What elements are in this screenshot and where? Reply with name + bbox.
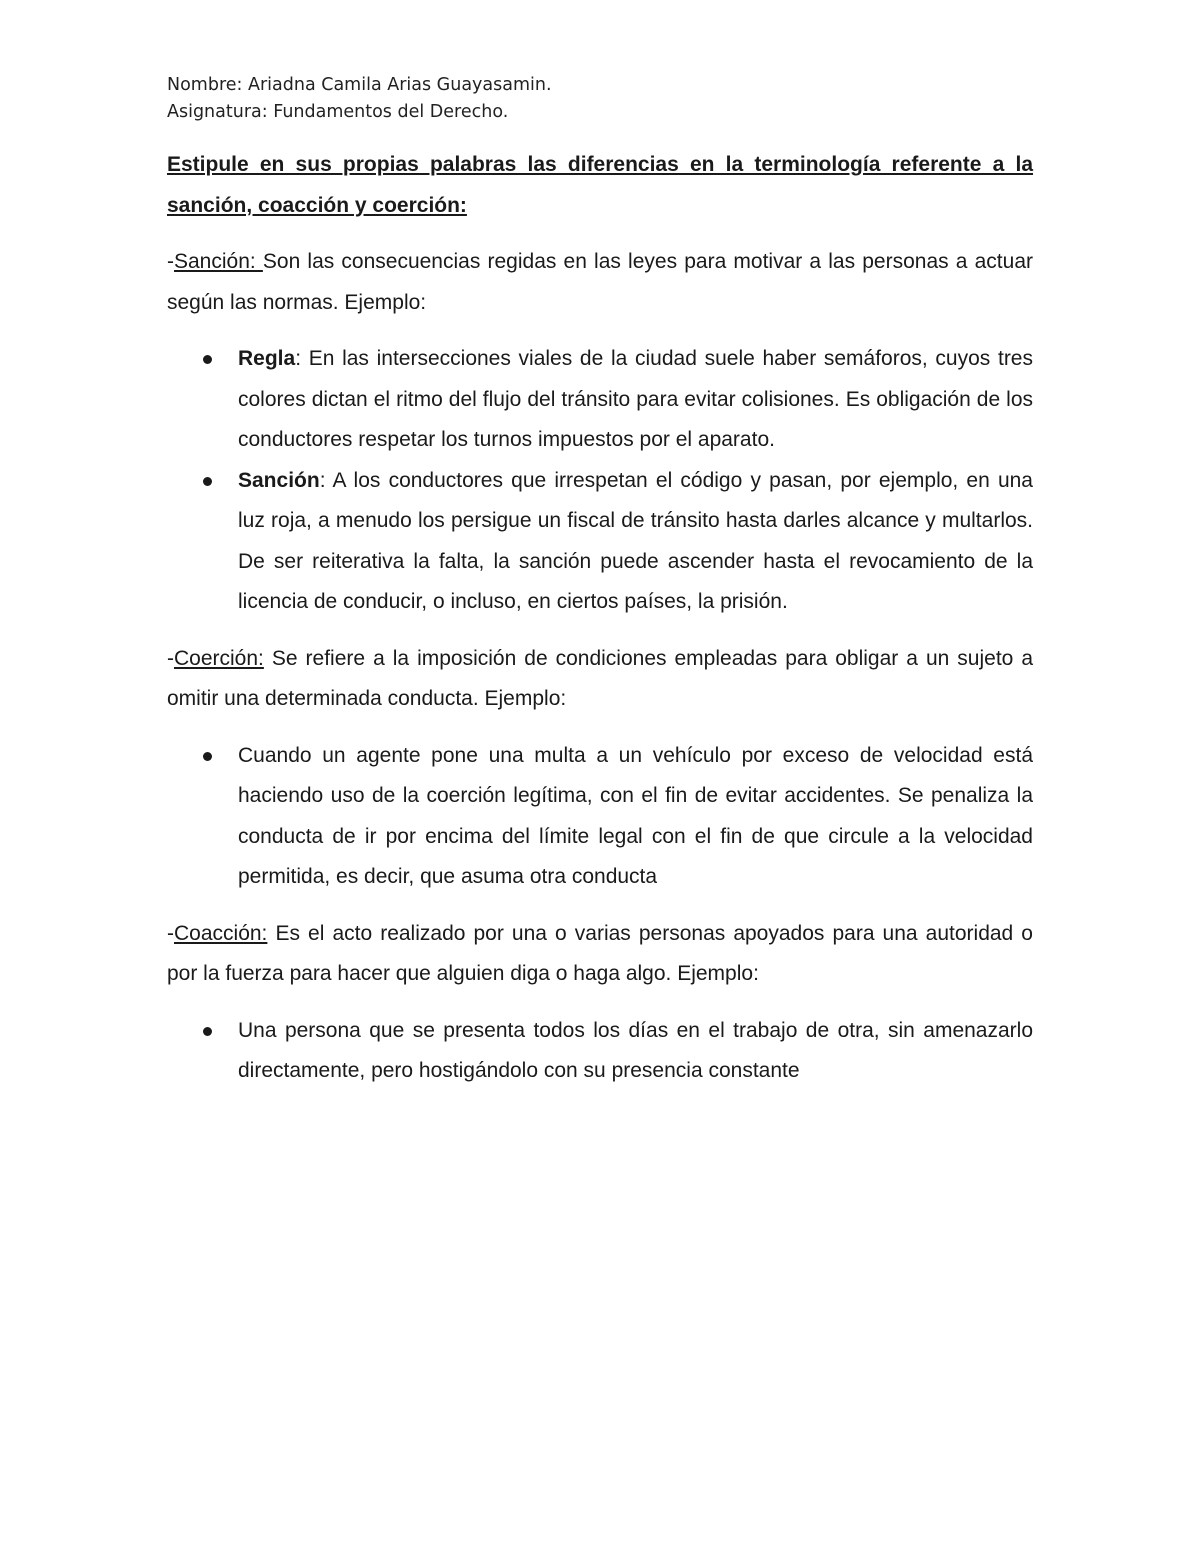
coaccion-prefix: -	[167, 921, 174, 945]
bullet-icon	[203, 355, 212, 364]
example-text: : A los conductores que irrespetan el código y pasan, por ejemplo, en una luz roja, a menudo los persigue un fiscal de tránsito hasta darles alcance y multarlos. De ser reiterativa la falta, la sanción puede ascender hasta el revocamiento de la licencia de conducir, o incluso, en ciertos países, la prisión.	[238, 468, 1033, 613]
coercion-term: Coerción:	[174, 646, 264, 670]
example-text: Cuando un agente pone una multa a un vehículo por exceso de velocidad está haciendo uso de la coerción legítima, con el fin de evitar accidentes. Se penaliza la conducta de ir por encima del límite legal con el fin de que circule a la velocidad permitida, es decir, que asuma otra conducta	[238, 743, 1033, 888]
coaccion-term: Coacción:	[174, 921, 268, 945]
sancion-term: Sanción:	[174, 250, 263, 273]
example-label: Sanción	[238, 468, 320, 492]
coercion-text: Se refiere a la imposición de condiciones empleadas para obligar a un sujeto a omitir una determinada conducta. Ejemplo:	[167, 646, 1033, 710]
subject-line: Asignatura: Fundamentos del Derecho.	[167, 102, 509, 122]
assignment-title: Estipule en sus propias palabras las diferencias en la terminología referente a la sanción, coacción y coerción:	[167, 153, 1033, 217]
student-name-line: Nombre: Ariadna Camila Arias Guayasamin.	[167, 75, 552, 95]
sancion-prefix: -	[167, 250, 174, 273]
list-item	[167, 736, 1033, 898]
list-item	[167, 1011, 1033, 1092]
coaccion-definition	[167, 914, 1033, 995]
example-text: Una persona que se presenta todos los días en el trabajo de otra, sin amenazarlo directamente, pero hostigándolo con su presencia constante	[238, 1018, 1033, 1082]
sancion-examples-list	[167, 339, 1033, 623]
coaccion-text: Es el acto realizado por una o varias personas apoyados para una autoridad o por la fuerza para hacer que alguien diga o haga algo. Ejemplo:	[167, 921, 1033, 985]
example-label: Regla	[238, 347, 296, 370]
sancion-definition	[167, 242, 1033, 323]
bullet-icon	[203, 1027, 212, 1036]
coercion-examples-list	[167, 736, 1033, 898]
document-header	[167, 72, 552, 126]
coercion-prefix: -	[167, 646, 174, 670]
bullet-icon	[203, 752, 212, 761]
coercion-definition	[167, 639, 1033, 720]
list-item	[167, 339, 1033, 461]
coaccion-examples-list	[167, 1011, 1033, 1092]
example-text: : En las intersecciones viales de la ciudad suele haber semáforos, cuyos tres colores dictan el ritmo del flujo del tránsito para evitar colisiones. Es obligación de los conductores respetar los turnos impuestos por el aparato.	[238, 347, 1033, 451]
document-body	[167, 145, 1033, 1092]
list-item	[167, 461, 1033, 623]
sancion-text: Son las consecuencias regidas en las leyes para motivar a las personas a actuar según las normas. Ejemplo:	[167, 250, 1033, 314]
bullet-icon	[203, 477, 212, 486]
